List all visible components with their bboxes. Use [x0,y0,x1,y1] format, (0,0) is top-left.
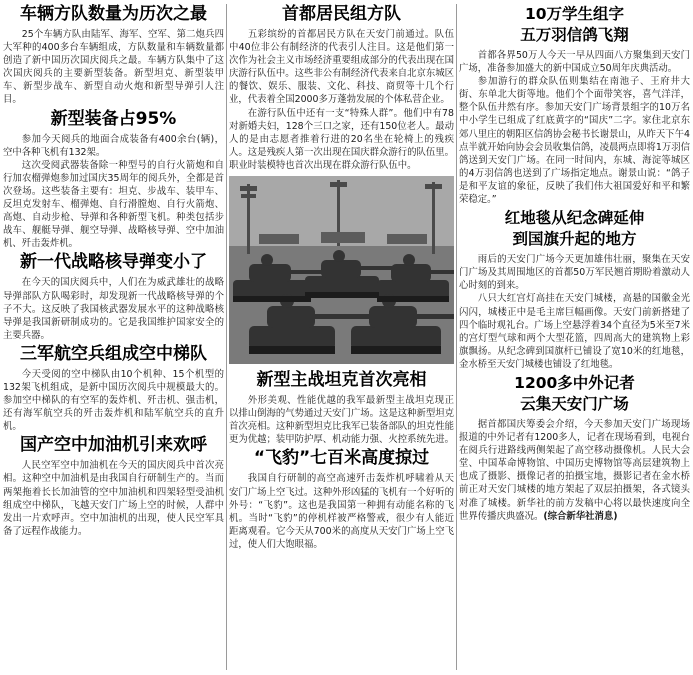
source-credit: (综合新华社消息) [543,510,618,522]
headline-vehicle-squads: 车辆方队数量为历次之最 [20,4,207,24]
article-students-pigeons-body-2: 参加游行的群众队伍则集结在南池子、王府井大街、东单北大街等地。他们个个面带笑容，喜气洋洋，整个队伍井然有序。参加天安门广场背景组字的10万名中小学生已组成了红底黄字的“国庆”二字。家住北京东郊八里庄的朝阳区信鸽协会秘书长谢景山，从昨天下午4点半就开始向协会会员收集信鸽，凌晨两点即将1万羽信鸽送到天安门广场。在同一时间内，东城、海淀等城区的4万羽信鸽也送到了广场指定地点。谢景山说：“鸽子是和平友谊的象征，反映了我们伟大祖国爱好和平和繁荣稳定。” [459,76,690,206]
headline-strategic-missile: 新一代战略核导弹变小了 [20,252,207,273]
headline-air-echelon: 三军航空兵组成空中梯队 [20,343,207,364]
article-residents-squad-body-1: 五彩缤纷的首都居民方队在天安门前通过。队伍中40位非公有制经济的代表引人注目。这是他们第一次作为社会主义市场经济重要组成部分的代表出现在国庆游行队伍中。这些非公有制经济代表来自北京东城区的餐饮、娱乐、服装、文化、科技、商贸等十几个行业，代表着全国2000多万蓬勃发展的个体私营企业。 [229,29,454,106]
article-vehicle-squads-body: 25个车辆方队由陆军、海军、空军、第二炮兵四大军种的400多台车辆组成，方队数量和车辆数量都创造了新中国历次国庆阅兵之最。车辆方队集中了这次国庆阅兵的主要新型装备。新型坦克、新型装甲车、新型步战车、新型自动火炮和新型导弹引人注目。 [3,29,224,106]
article-strategic-missile-body: 在今天的国庆阅兵中，人们在为威武雄壮的战略导弹部队方队喝彩时，却发现新一代战略核导弹的个子不大。这反映了我国核武器发展水平的这种战略核导弹是我国新研制成功的。它是我国维护国家安全的主要兵器。 [3,277,224,341]
article-journalists-text: 据首都国庆筹委会介绍，今天参加天安门广场现场报道的中外记者有1200多人，记者在现场看到，电视台在阅兵行进路线两侧架起了高空移动摄像机。人民大会堂、中国革命博物馆、中国历史博物馆等高层建筑物上也成了摄影、摄像记者的拍摄宝地，摄影记者在金水桥前正对天安门城楼的地方架起了双层拍摄架，各式镜头对准了城楼。新华社的前方发稿中心将以最快速度向全世界传播庆典盛况。 [459,418,690,522]
headline-journalists-line1: 1200多中外记者 [514,373,635,392]
tank-parade-illustration [229,176,454,364]
headline-red-carpet-line1: 红地毯从纪念碑延伸 [504,209,645,228]
headline-main-battle-tank: 新型主战坦克首次亮相 [256,370,427,391]
article-air-echelon-body: 今天受阅的空中梯队由10个机种、15个机型的132架飞机组成，是新中国历次阅兵中规模最大的。参加空中梯队的有空军的轰炸机、歼击机、强击机，还有海军航空兵的歼击轰炸机和陆军航空兵的直升机。 [3,368,224,433]
column-right [459,2,690,673]
article-residents-squad-body-2: 在游行队伍中还有一支“特殊人群”。他们中有78对新婚夫妇，128个三口之家，还有150位老人。最动人的是由志愿者推着行进的20名坐在轮椅上的残疾人。这是残疾人第一次出现在国庆群众游行的队伍里。职业时装模特也首次出现在群众游行队伍中。 [229,107,454,171]
column-left [3,2,224,673]
column-divider [226,4,227,670]
headline-students-pigeons-line1: 10万学生组字 [524,5,625,23]
headline-flying-leopard: “飞豹”七百米高度掠过 [253,448,430,469]
article-new-equipment-body-1: 参加今天阅兵的地面合成装备有400余台(辆)，空中各种飞机有132架。 [3,133,224,158]
article-tanker-aircraft-body: 人民空军空中加油机在今天的国庆阅兵中首次亮相。这种空中加油机是由我国自行研制生产的。当而两架拖着长长加油管的空中加油机和四架轻型受油机组成空中梯队，飞越天安门广场上空的时候，人群中发出一片欢呼声。空中加油机的出现，使人民空军具备了远程作战能力。 [3,460,224,537]
headline-students-pigeons-line2: 五万羽信鸽飞翔 [520,26,629,44]
article-red-carpet-body-2: 八只大红宫灯高挂在天安门城楼，高悬的国徽金光闪闪，城楼正中是毛主席巨幅画像。天安门前新搭建了四个临时观礼台。广场上空悬浮着34个直径为5米至7米的宫灯型气球和两个大型花篮，四周高大的建筑物上彩旗飘扬。从纪念碑到国旗杆已铺设了宽10米的红地毯，金水桥至天安门城楼也铺设了红地毯。 [459,293,690,370]
headline-new-equipment: 新型装备占95% [50,108,177,129]
headline-tanker-aircraft: 国产空中加油机引来欢呼 [20,435,207,456]
headline-residents-squad: 首都居民组方队 [282,4,401,24]
article-new-equipment-body-2: 这次受阅武器装备除一种型号的自行火箭炮和自行加农榴弹炮参加过国庆35周年的阅兵外，全都是首次登场。这些装备主要有：坦克、步战车、装甲车、反坦克发射车、榴弹炮、自行滑膛炮、自行火箭炮、高炮、自动步枪、导弹和各种新型飞机。种类包括步战车、舰艇导弹、舰空导弹、战略核导弹、空中加油机、歼击轰炸机。 [3,159,224,250]
article-flying-leopard-body: 我国自行研制的高空高速歼击轰炸机呼啸着从天安门广场上空飞过。这种外形凶猛的飞机有一个好听的外号：“飞豹”。这也是我国第一种拥有动能名称的飞机。当时“飞豹”的停机样被严格警戒，很少有人能近距离观看。它今天从700米的高度从天安门广场上空飞过，使人们大饱眼福。 [229,473,454,550]
article-red-carpet-body-1: 雨后的天安门广场今天更加雄伟壮丽，聚集在天安门广场及其周围地区的首都50万军民翘首期盼着激动人心时刻的到来。 [459,254,690,292]
headline-journalists-line2: 云集天安门广场 [520,394,629,413]
tank-parade-photo [229,176,454,364]
article-main-battle-tank-body: 外形美观、性能优越的我军最新型主战坦克现正以排山倒海的气势通过天安门广场。这是这种新型坦克首次亮相。这种新型坦克比我军已装备部队的坦克性能更为优越；装甲防护厚、机动能力强、火控系统先进。 [229,395,454,446]
column-middle [229,2,454,673]
article-journalists-body [459,418,690,523]
article-students-pigeons-body-1: 首都各界50万人今天一早从四面八方聚集到天安门广场，准备参加盛大的新中国成立50周年庆典活动。 [459,50,690,75]
headline-red-carpet-line2: 到国旗升起的地方 [512,230,637,249]
column-divider [456,4,457,670]
